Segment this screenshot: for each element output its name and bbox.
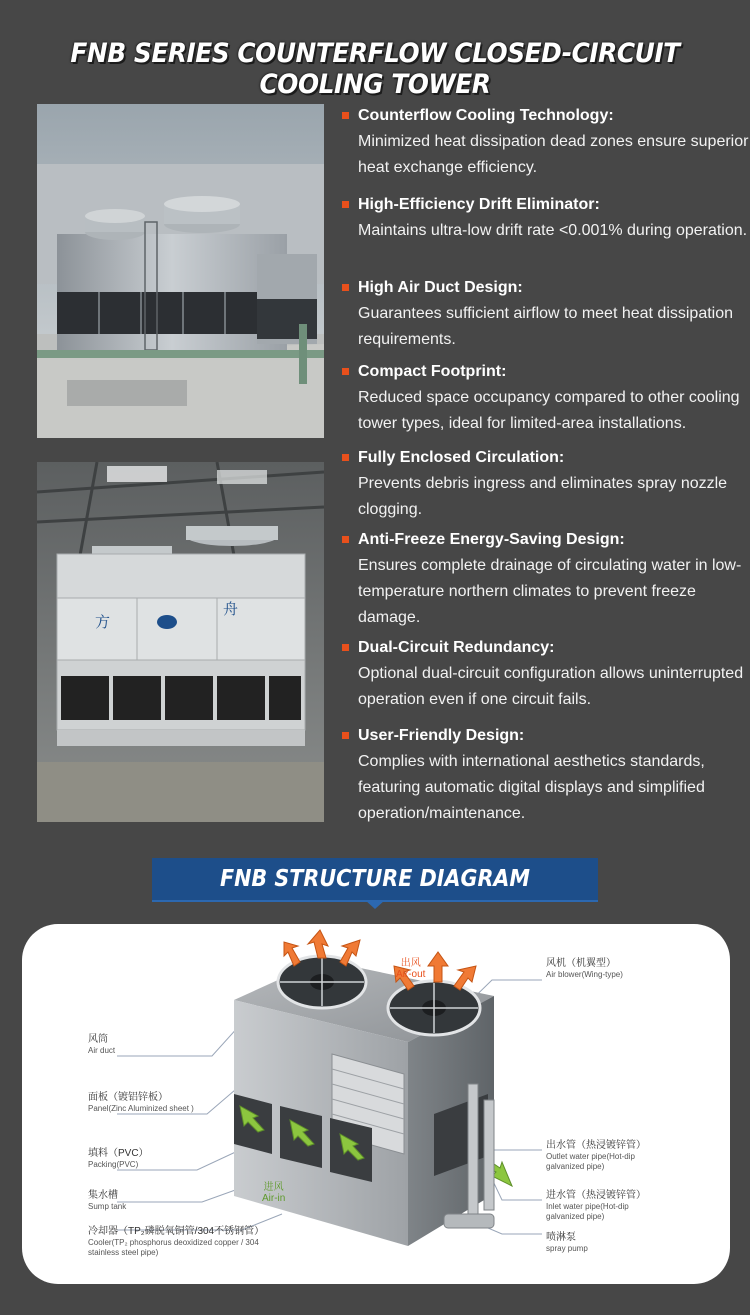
label-air-in: 进风 Air-in: [262, 1182, 286, 1204]
label-inlet-pipe: 进水管（热浸镀锌管） Inlet water pipe(Hot-dip galvanized pipe): [546, 1190, 646, 1221]
feature-desc: Maintains ultra-low drift rate <0.001% during operation.: [358, 222, 748, 239]
bullet-icon: [342, 284, 349, 291]
feature-title: Counterflow Cooling Technology:: [358, 107, 614, 124]
bullet-icon: [342, 644, 349, 651]
bullet-icon: [342, 732, 349, 739]
product-photo-factory: [37, 462, 324, 822]
bullet-icon: [342, 368, 349, 375]
label-panel: 面板（镀铝锌板） Panel(Zinc Aluminized sheet ): [88, 1092, 194, 1113]
label-air-out: 出风 Air-out: [396, 958, 426, 980]
feature-title: High Air Duct Design:: [358, 279, 523, 296]
feature-title: Dual-Circuit Redundancy:: [358, 639, 555, 656]
bullet-icon: [342, 536, 349, 543]
feature-desc: Reduced space occupancy compared to other cooling tower types, ideal for limited-area installations.: [358, 389, 740, 432]
product-photo-outdoor: [37, 104, 324, 438]
feature-desc: Optional dual-circuit configuration allows uninterrupted operation even if one circuit fails.: [358, 665, 744, 708]
banner-title: FNB STRUCTURE DIAGRAM: [219, 866, 531, 892]
label-air-blower: 风机（机翼型） Air blower(Wing-type): [546, 958, 623, 979]
banner-notch: [365, 900, 385, 909]
feature-title: Fully Enclosed Circulation:: [358, 449, 565, 466]
label-outlet-pipe: 出水管（热浸镀锌管） Outlet water pipe(Hot-dip galvanized pipe): [546, 1140, 646, 1171]
bullet-icon: [342, 454, 349, 461]
panel-char-2: 舟: [223, 600, 239, 618]
label-packing: 填料（PVC） Packing(PVC): [88, 1148, 149, 1169]
label-air-duct: 风筒 Air duct: [88, 1034, 116, 1055]
bullet-icon: [342, 201, 349, 208]
page-title: FNB SERIES COUNTERFLOW CLOSED-CIRCUIT COOLING TOWER: [70, 38, 680, 100]
feature-desc: Minimized heat dissipation dead zones ensure superior heat exchange efficiency.: [358, 133, 749, 176]
section-banner: [152, 858, 598, 902]
label-spray-pump: 喷淋泵 spray pump: [546, 1232, 588, 1253]
feature-title: Compact Footprint:: [358, 363, 507, 380]
feature-title: High-Efficiency Drift Eliminator:: [358, 196, 600, 213]
feature-desc: Guarantees sufficient airflow to meet heat dissipation requirements.: [358, 305, 734, 348]
feature-title: Anti-Freeze Energy-Saving Design:: [358, 531, 625, 548]
feature-desc: Prevents debris ingress and eliminates spray nozzle clogging.: [358, 475, 728, 518]
bullet-icon: [342, 112, 349, 119]
feature-desc: Complies with international aesthetics standards, featuring automatic digital displays and simplified operation/maintenance.: [358, 753, 705, 822]
label-sump-tank: 集水槽 Sump tank: [88, 1190, 127, 1211]
label-cooler: 冷却器（TP₂磷脱氧铜管/304不锈钢管） Cooler(TP₂ phosphorus deoxidized copper / 304 stainless steel pipe): [88, 1226, 265, 1257]
feature-desc: Ensures complete drainage of circulating water in low-temperature northern climates to prevent freeze damage.: [358, 557, 742, 626]
structure-diagram: [22, 924, 730, 1284]
panel-char-1: 方: [95, 613, 111, 631]
feature-title: User-Friendly Design:: [358, 727, 525, 744]
